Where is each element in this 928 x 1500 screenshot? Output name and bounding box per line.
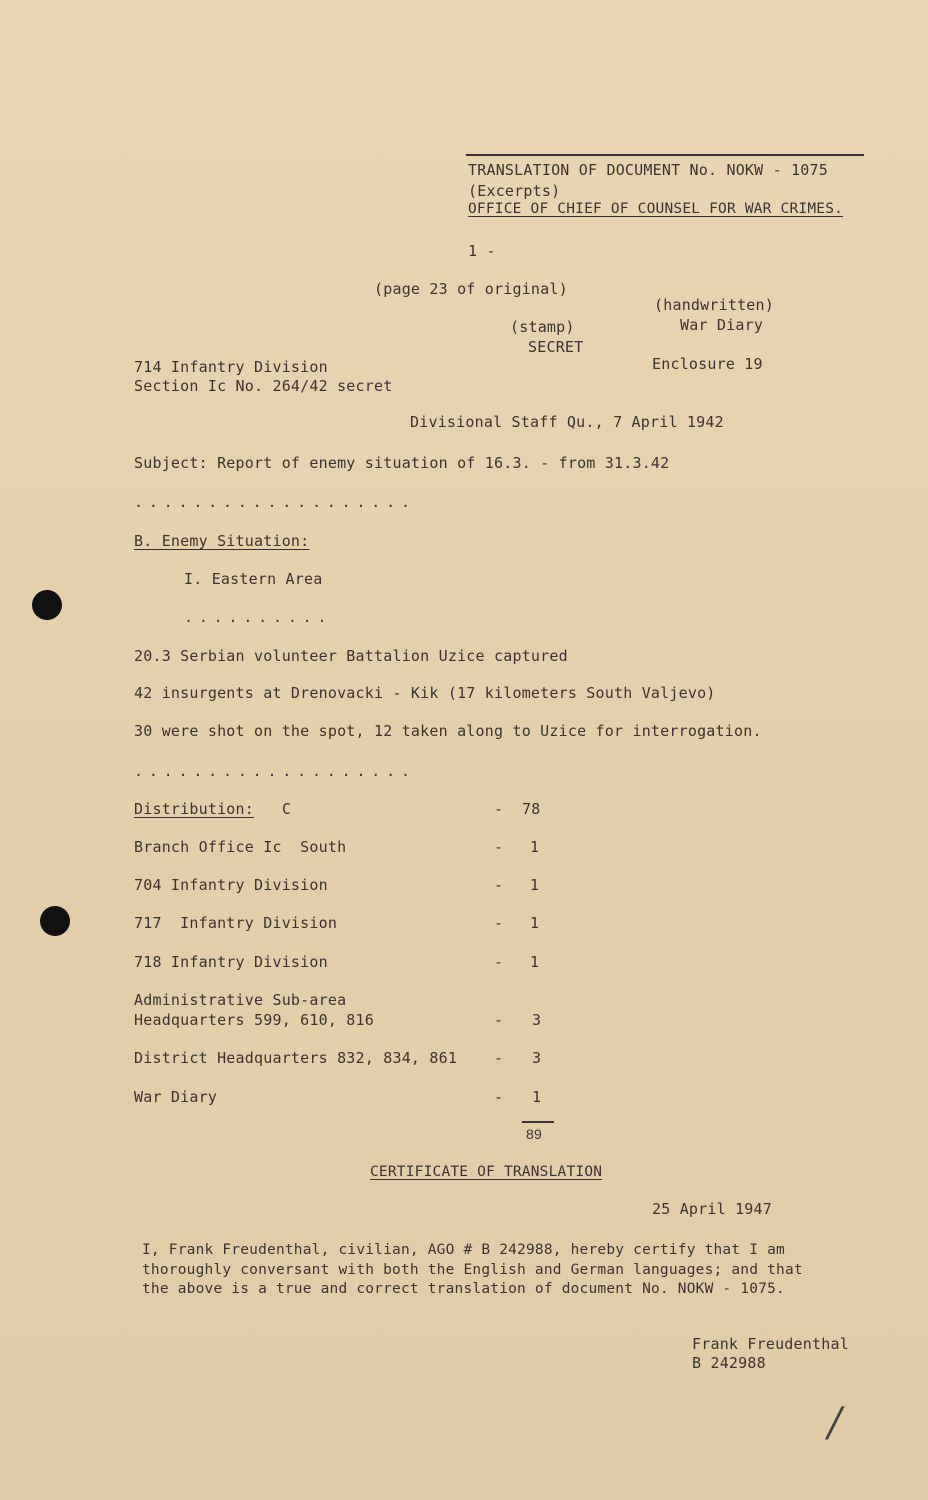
distribution-label: Distribution:: [134, 800, 254, 818]
ellipsis-separator: ...................: [134, 493, 416, 511]
distribution-count: 3: [532, 1011, 542, 1029]
distribution-count: 1: [530, 914, 540, 932]
body-line: 20.3 Serbian volunteer Battalion Uzice captured: [134, 647, 568, 665]
enclosure-label: Enclosure 19: [652, 355, 763, 373]
signer-id: B 242988: [692, 1354, 766, 1372]
distribution-dash: -: [494, 914, 504, 932]
certificate-date: 25 April 1947: [652, 1200, 772, 1218]
certificate-text: thoroughly conversant with both the English and German languages; and that: [142, 1262, 803, 1278]
distribution-dash: -: [494, 953, 504, 971]
distribution-count: 1: [530, 838, 540, 856]
sender-section: Section Ic No. 264/42 secret: [134, 377, 393, 395]
punch-hole-top: [32, 590, 62, 620]
distribution-count: 3: [532, 1049, 542, 1067]
ellipsis-separator: ...................: [134, 762, 416, 780]
header-excerpts: (Excerpts): [468, 182, 561, 200]
ellipsis-separator: ..........: [184, 608, 333, 626]
distribution-count: 1: [530, 876, 540, 894]
page-of-original: (page 23 of original): [374, 280, 568, 298]
distribution-code: C: [282, 800, 292, 818]
header-office: OFFICE OF CHIEF OF COUNSEL FOR WAR CRIMES.: [468, 201, 844, 217]
pen-mark: /: [828, 1400, 842, 1446]
stamp-text: SECRET: [528, 338, 584, 356]
distribution-count: 78: [522, 800, 541, 818]
distribution-total: 89: [526, 1126, 542, 1142]
certificate-text: the above is a true and correct translation of document No. NOKW - 1075.: [142, 1281, 785, 1297]
section-heading: B. Enemy Situation:: [134, 532, 310, 550]
body-line: 30 were shot on the spot, 12 taken along to Uzice for interrogation.: [134, 722, 762, 740]
header-title: TRANSLATION OF DOCUMENT No. NOKW - 1075: [468, 161, 828, 179]
distribution-recipient: 704 Infantry Division: [134, 876, 328, 894]
handwritten-text: War Diary: [680, 316, 764, 334]
distribution-dash: -: [494, 1088, 504, 1106]
handwritten-label: (handwritten): [654, 296, 774, 314]
distribution-recipient: 718 Infantry Division: [134, 953, 328, 971]
distribution-dash: -: [494, 838, 504, 856]
distribution-count: 1: [530, 953, 540, 971]
distribution-recipient: 717 Infantry Division: [134, 914, 338, 932]
page-number: 1 -: [468, 242, 496, 260]
subsection-heading: I. Eastern Area: [184, 570, 323, 588]
sender-unit: 714 Infantry Division: [134, 358, 328, 376]
distribution-dash: -: [494, 800, 504, 818]
punch-hole-bottom: [40, 906, 70, 936]
certificate-title: CERTIFICATE OF TRANSLATION: [370, 1164, 603, 1180]
header-top-rule: [466, 154, 864, 156]
place-date: Divisional Staff Qu., 7 April 1942: [410, 413, 724, 431]
distribution-recipient: District Headquarters 832, 834, 861: [134, 1049, 458, 1067]
stamp-label: (stamp): [510, 318, 575, 336]
signer-name: Frank Freudenthal: [692, 1335, 849, 1353]
distribution-dash: -: [494, 876, 504, 894]
distribution-recipient: War Diary: [134, 1088, 218, 1106]
total-rule: [522, 1121, 554, 1123]
certificate-text: I, Frank Freudenthal, civilian, AGO # B 242988, hereby certify that I am: [142, 1242, 785, 1258]
distribution-dash: -: [494, 1011, 504, 1029]
distribution-recipient: Branch Office Ic South: [134, 838, 347, 856]
distribution-dash: -: [494, 1049, 504, 1067]
distribution-recipient: Administrative Sub-area: [134, 991, 347, 1009]
body-line: 42 insurgents at Drenovacki - Kik (17 kilometers South Valjevo): [134, 684, 716, 702]
distribution-count: 1: [532, 1088, 542, 1106]
distribution-recipient: Headquarters 599, 610, 816: [134, 1011, 374, 1029]
subject-line: Subject: Report of enemy situation of 16.3. - from 31.3.42: [134, 454, 670, 472]
